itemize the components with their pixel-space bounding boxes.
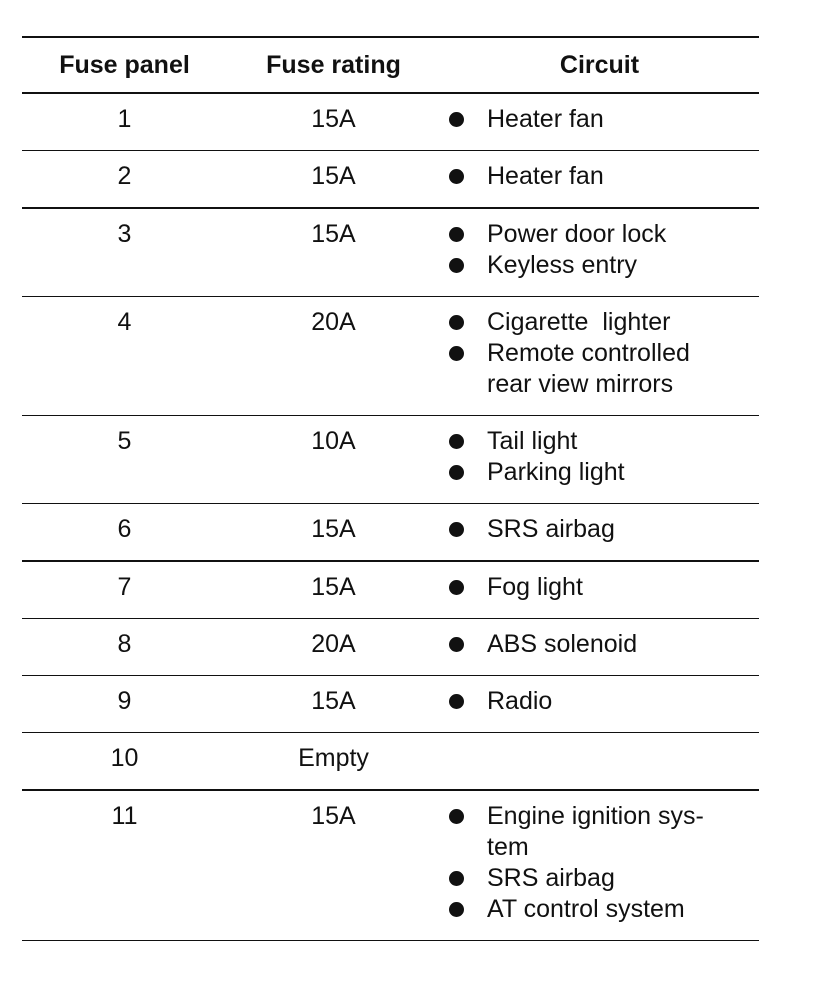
bullet-dot-icon (449, 465, 464, 480)
table-row (22, 561, 759, 619)
circuit-label: ABS solenoid (487, 630, 638, 658)
circuit-label: Tail light (487, 427, 578, 455)
fuse-panel-number: 8 (117, 630, 132, 658)
circuit-list (440, 426, 759, 488)
fuse-rating: 15A (311, 162, 356, 190)
circuit-cell (440, 619, 759, 676)
circuit-label: Parking light (487, 458, 625, 486)
bullet-dot-icon (449, 346, 464, 361)
circuit-cell (440, 208, 759, 297)
bullet-dot-icon (449, 169, 464, 184)
fuse-rating: 15A (311, 573, 356, 601)
circuit-label: AT control system (487, 895, 685, 923)
circuit-label: Cigarette lighter (487, 308, 671, 336)
header-row (22, 37, 759, 93)
bullet-dot-icon (449, 871, 464, 886)
circuit-cell (440, 676, 759, 733)
circuit-label: Remote controlled rear view mirrors (487, 339, 697, 398)
bullet-dot-icon (449, 258, 464, 273)
fuse-panel-number: 7 (117, 573, 132, 601)
fuse-panel-number: 3 (117, 220, 132, 248)
table-row (22, 297, 759, 416)
table-row (22, 151, 759, 209)
bullet-dot-icon (449, 694, 464, 709)
circuit-item (440, 104, 759, 135)
circuit-list (440, 572, 759, 603)
bullet-dot-icon (449, 637, 464, 652)
circuit-label: Heater fan (487, 105, 604, 133)
fuse-rating: 10A (311, 427, 356, 455)
circuit-cell (440, 93, 759, 151)
fuse-panel-number: 1 (117, 105, 132, 133)
circuit-list (440, 514, 759, 545)
circuit-list (440, 104, 759, 135)
table-row (22, 208, 759, 297)
fuse-panel-number: 9 (117, 687, 132, 715)
table-row (22, 790, 759, 941)
circuit-item (440, 629, 759, 660)
bullet-dot-icon (449, 434, 464, 449)
table-row (22, 416, 759, 504)
fuse-rating: 20A (311, 630, 356, 658)
circuit-cell (440, 561, 759, 619)
circuit-item (440, 686, 759, 717)
fuse-rating: 15A (311, 687, 356, 715)
circuit-item (440, 863, 759, 894)
fuse-rating: 20A (311, 308, 356, 336)
circuit-item (440, 457, 759, 488)
circuit-label: Engine ignition sys-tem (487, 802, 704, 861)
header-fuse-panel: Fuse panel (59, 50, 190, 79)
bullet-dot-icon (449, 902, 464, 917)
circuit-item (440, 572, 759, 603)
fuse-panel-number: 11 (111, 802, 138, 830)
header-fuse-rating: Fuse rating (266, 50, 401, 79)
fuse-table (22, 36, 759, 941)
fuse-rating: 15A (311, 802, 356, 830)
table-row (22, 676, 759, 733)
circuit-label: Fog light (487, 573, 583, 601)
table-row (22, 93, 759, 151)
circuit-item (440, 307, 759, 338)
bullet-dot-icon (449, 580, 464, 595)
table-row (22, 619, 759, 676)
fuse-panel-number: 10 (110, 744, 139, 772)
circuit-label: Radio (487, 687, 553, 715)
circuit-list (440, 161, 759, 192)
bullet-dot-icon (449, 809, 464, 824)
circuit-item (440, 161, 759, 192)
circuit-item (440, 426, 759, 457)
circuit-list (440, 686, 759, 717)
circuit-cell (440, 790, 759, 941)
circuit-cell (440, 151, 759, 209)
circuit-label: SRS airbag (487, 515, 615, 543)
circuit-label: Heater fan (487, 162, 604, 190)
circuit-item (440, 338, 759, 400)
table-header (22, 37, 759, 93)
circuit-item (440, 894, 759, 925)
circuit-item (440, 801, 759, 863)
circuit-item (440, 219, 759, 250)
circuit-cell (440, 416, 759, 504)
circuit-list (440, 219, 759, 281)
header-circuit: Circuit (559, 50, 640, 79)
fuse-panel-number: 2 (117, 162, 132, 190)
fuse-rating: Empty (298, 744, 369, 772)
circuit-cell (440, 504, 759, 562)
circuit-label: Keyless entry (487, 251, 638, 279)
fuse-rating: 15A (311, 515, 356, 543)
fuse-rating: 15A (311, 220, 356, 248)
circuit-cell (440, 297, 759, 416)
fuse-rating: 15A (311, 105, 356, 133)
fuse-panel-number: 5 (117, 427, 132, 455)
table-row (22, 733, 759, 791)
fuse-panel-number: 4 (117, 308, 132, 336)
circuit-list (440, 801, 759, 925)
fuse-panel-number: 6 (117, 515, 132, 543)
circuit-item (440, 250, 759, 281)
circuit-label: Power door lock (487, 220, 667, 248)
table-body (22, 93, 759, 941)
bullet-dot-icon (449, 227, 464, 242)
circuit-label: SRS airbag (487, 864, 615, 892)
table-row (22, 504, 759, 562)
bullet-dot-icon (449, 522, 464, 537)
circuit-cell (440, 733, 759, 791)
bullet-dot-icon (449, 112, 464, 127)
circuit-list (440, 629, 759, 660)
circuit-item (440, 514, 759, 545)
circuit-list (440, 307, 759, 400)
bullet-dot-icon (449, 315, 464, 330)
